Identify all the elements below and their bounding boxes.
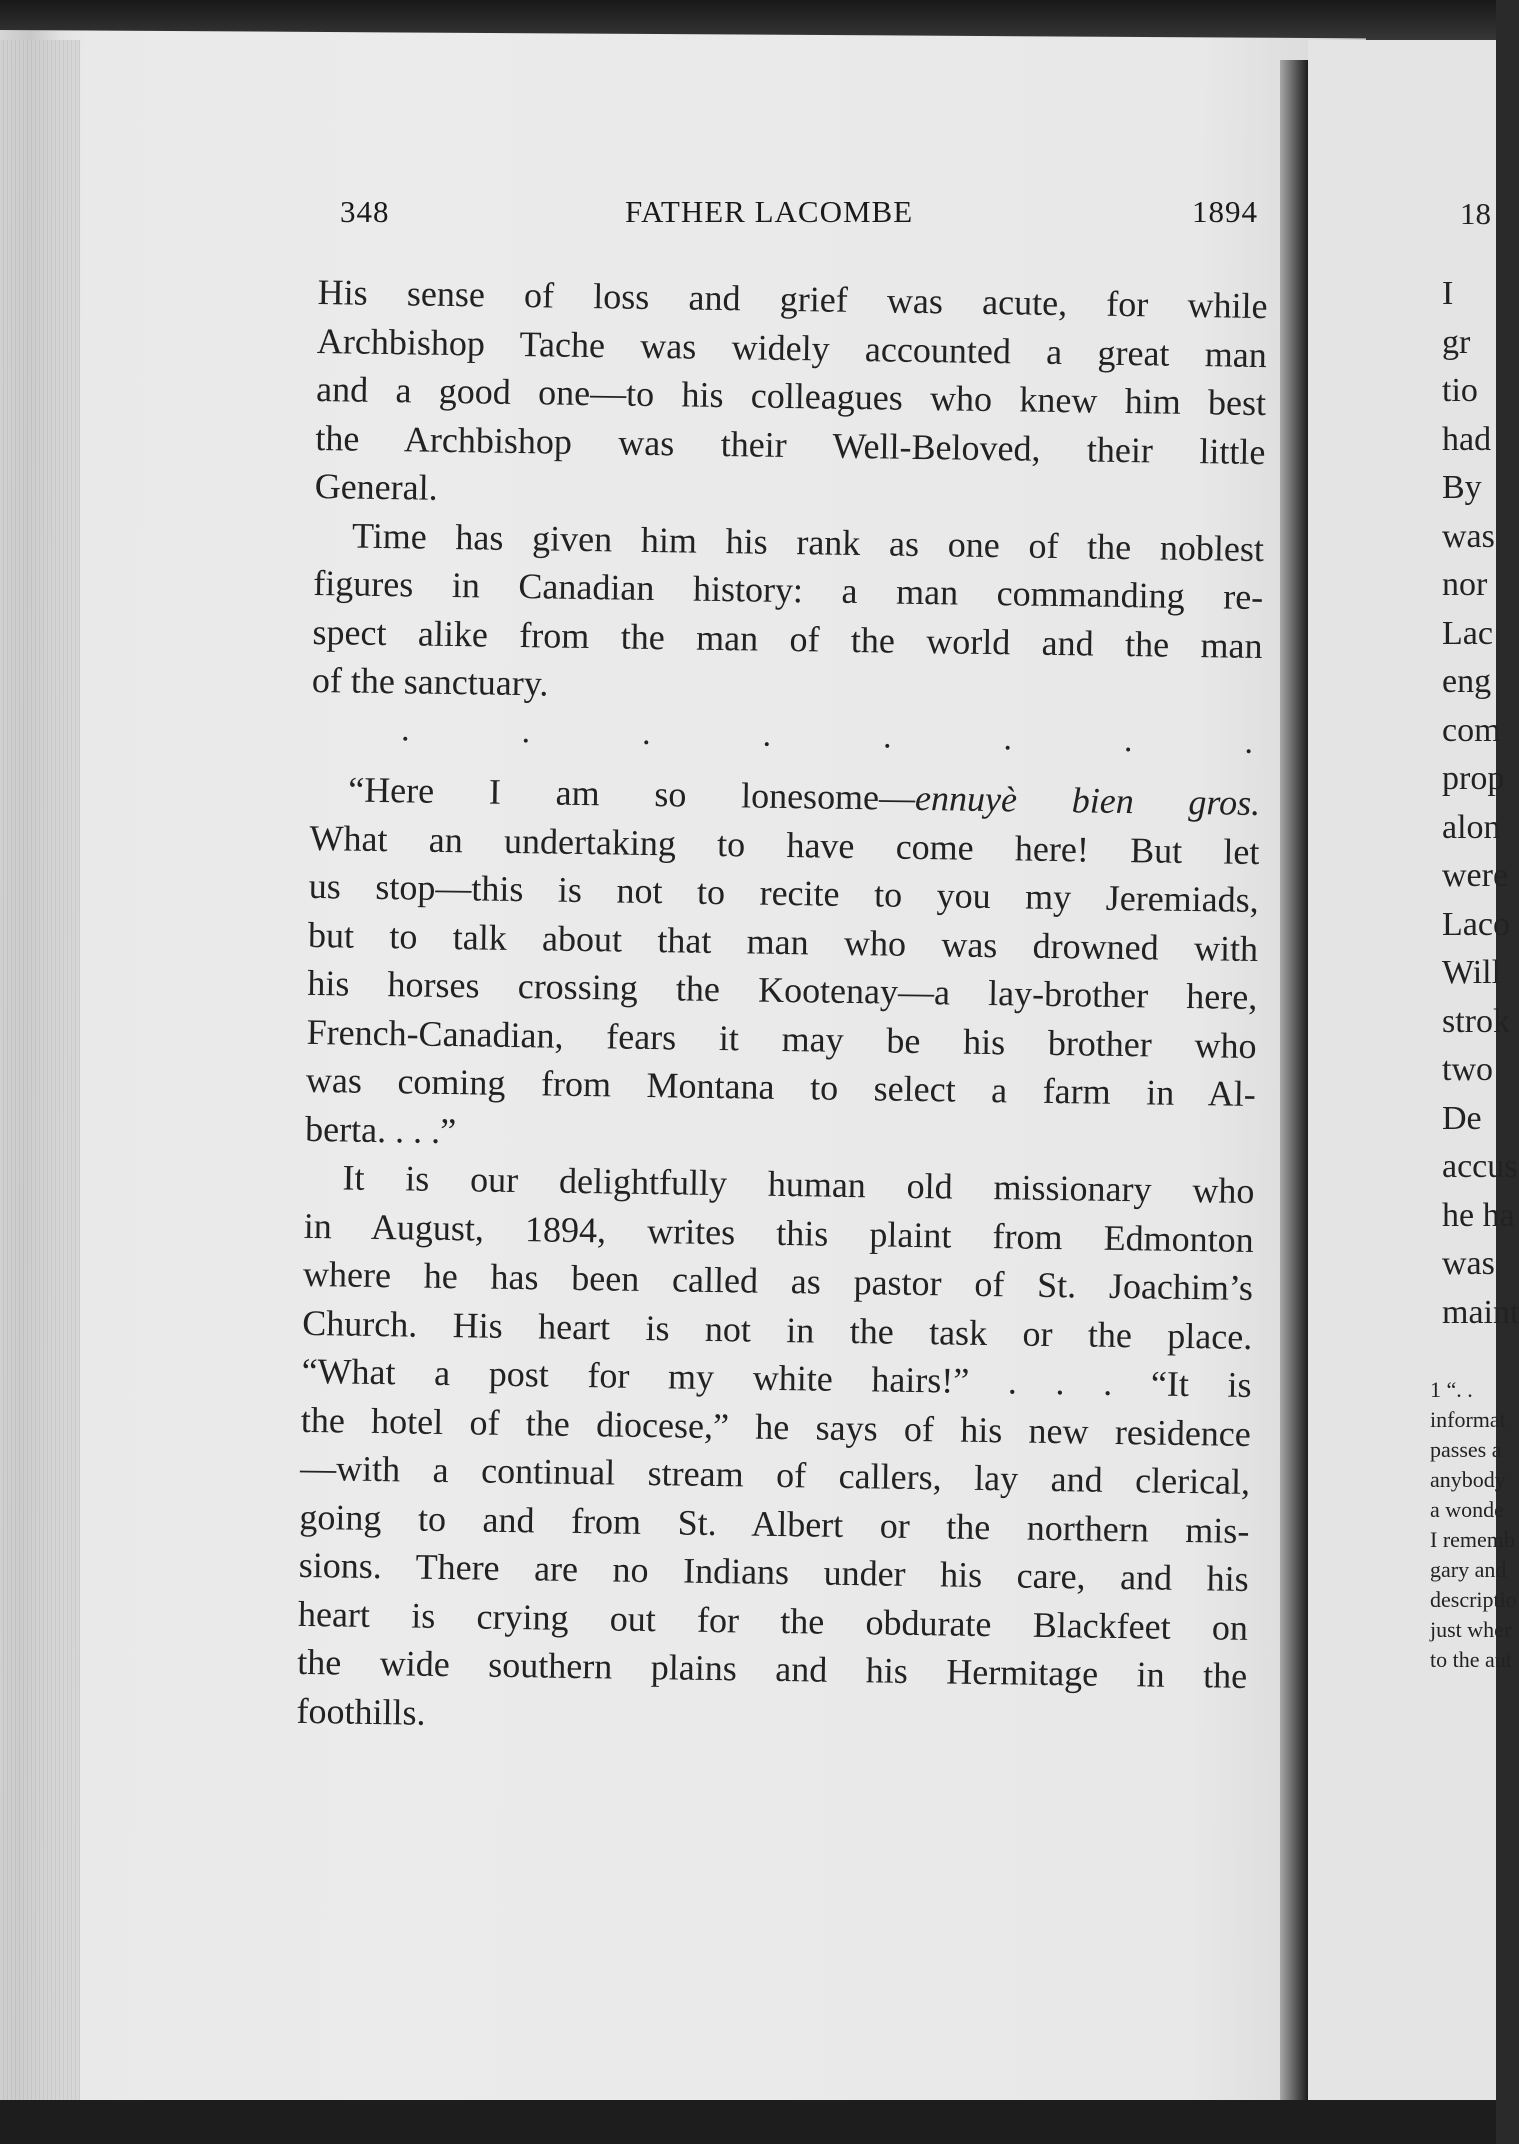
text-line: the Archbishop was their Well-Beloved, their little [315,417,1266,472]
text-line: What an undertaking to have come here! But let [309,817,1260,872]
text-line: where he has been called as pastor of St. Joachim’s [302,1253,1254,1308]
text-line: but to talk about that man who was drowned with [307,914,1259,969]
paragraph-rank [312,510,1265,718]
scan-bottom-edge [0,2100,1496,2144]
quoted-letter [305,765,1261,1167]
facing-page-lines: I gr tio had By was nor Lac eng com prop alon were Laco Will strok two De accus he ha was maint [1442,275,1519,1331]
text-line: Time has given him his rank as one of the noblest [351,515,1265,569]
text-line: the wide southern plains and his Hermitage in the [297,1641,1248,1696]
paragraph-grief [314,268,1267,525]
text-line: foothills. [296,1690,426,1733]
body-text [296,268,1268,1749]
paragraph-plaint [296,1153,1255,1749]
text-line: heart is crying out for the obdurate Blackfeet on [297,1593,1249,1648]
text-line: his horses crossing the Kootenay—a lay-brother here, [307,962,1258,1018]
text-line: General. [314,465,438,508]
page-edges [0,40,80,2110]
facing-page-footnote: 1 “. . informat passes a anybody a wonde I rememb gary and descriptio just wher to the aut [1430,1377,1517,1672]
text-line: spect alike from the man of the world and the man [312,611,1263,666]
section-break-dots: . . . . . . . . [400,710,1254,761]
facing-page-header: 18 [1460,196,1491,231]
text-line: It is our delightfully human old missionary who [342,1157,1255,1211]
text-line: “Here I am so lonesome—ennuyè bien gros. [347,769,1261,824]
text-line: Archbishop Tache was widely accounted a great man [316,320,1268,375]
text-line: us stop—this is not to recite to you my Jeremiads, [308,865,1260,921]
text-line: the hotel of the diocese,” he says of his new residence [300,1399,1252,1454]
text-line: going to and from St. Albert or the northern mis- [299,1496,1250,1551]
text-line: —with a continual stream of callers, lay and clerical, [299,1447,1251,1502]
text-line: “What a post for my white hairs!” . . . “It is [301,1350,1252,1405]
running-title: FATHER LACOMBE [625,194,914,229]
text-line: His sense of loss and grief was acute, for while [317,271,1268,327]
book-gutter [1280,60,1308,2100]
text-line: of the sanctuary. [311,659,549,704]
text-line: sions. There are no Indians under his care, and his [298,1544,1249,1599]
text-line: Church. His heart is not in the task or the place. [302,1302,1253,1357]
text-line: berta. . . .” [304,1108,457,1151]
text-line: figures in Canadian history: a man commanding re- [313,562,1264,618]
header-year: 1894 [1192,194,1258,229]
text-line: French-Canadian, fears it may be his brother who [306,1011,1257,1066]
text-line: and a good one—to his colleagues who knew him best [315,368,1267,424]
page-number: 348 [340,194,390,229]
text-line: in August, 1894, writes this plaint from Edmonton [303,1205,1254,1260]
text-line: was coming from Montana to select a farm in Al- [305,1059,1257,1115]
